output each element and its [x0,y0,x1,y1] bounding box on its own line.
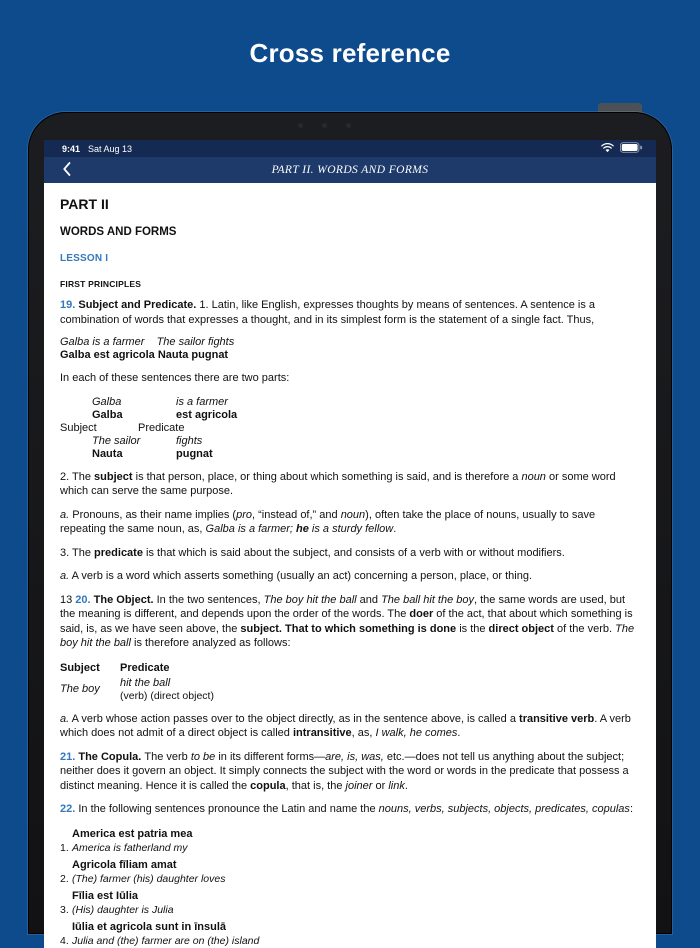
paragraph-21: 21. The Copula. The verb to be in its different forms—are, is, was, etc.—does not tell us anything about the subject; neither does it govern an object. It simply connects the subject with the word or words in the predicate that possess a distinct meaning. Hence it is called the copula, that is, the joiner or link. [60,750,632,792]
table-cell: fights [176,434,203,447]
two-parts-intro: In each of these sentences there are two parts: [60,372,290,384]
nav-title: PART II. WORDS AND FORMS [271,164,429,176]
latin-sentence: Iūlia et agricola sunt in īnsulā [72,920,227,933]
example-english-line: Galba is a farmer The sailor fights [60,336,235,348]
section-heading: WORDS AND FORMS [60,226,177,238]
table-cell-line: (verb) (direct object) [120,689,214,702]
list-item [60,890,640,917]
paragraph-20a: a. A verb whose action passes over to the object directly, as in the sentence above, is called a transitive verb. A verb which does not admit of a direct object is called intransitive, as, I walk, he comes. [60,712,634,739]
table-cell: is a farmer [176,395,228,408]
table-cell-line: hit the ball [120,676,171,689]
table-cell: Galba [92,395,122,408]
english-gloss: Julia and (the) farmer are on (the) island [72,934,260,947]
table-cell [120,677,214,703]
object-analysis-table [60,662,640,703]
paragraph-3a: a. A verb is a word which asserts something (usually an act) concerning a person, place, or thing. [60,570,533,582]
english-gloss: (The) farmer (his) daughter loves [72,872,226,885]
back-button[interactable] [54,157,79,183]
paragraph-2a: a. Pronouns, as their name implies (pro, “instead of,” and noun), often take the place of nouns, usually to save repeating the same noun, as, Galba is a farmer; he is a sturdy fellow. [60,508,599,535]
item-number: 2. [60,872,69,885]
ipad-frame [28,112,672,947]
status-date: Sat Aug 13 [88,143,133,154]
table-cell: pugnat [176,447,213,460]
item-number: 1. [60,841,69,854]
table-row [60,409,640,422]
english-gloss: (His) daughter is Julia [72,903,174,916]
latin-sentence: Fīlia est Iūlia [72,889,139,902]
table-row [60,448,640,461]
status-bar [44,140,656,157]
subsection-heading: FIRST PRINCIPLES [60,279,142,289]
status-time: 9:41 [62,143,81,154]
chevron-left-icon [62,161,71,180]
table-row [60,422,640,435]
table-row [60,677,640,703]
page-title: Cross reference [249,38,451,68]
table-cell: est agricola [176,408,238,421]
content-scroll-area[interactable] [44,183,656,948]
item-body [72,890,174,917]
table-row [60,435,640,448]
latin-sentence: Agricola fīliam amat [72,858,177,871]
table-cell: Nauta [92,447,123,460]
table-row [60,662,640,675]
table-row [60,396,640,409]
paragraph-3: 3. The predicate is that which is said about the subject, and consists of a verb with or without modifiers. [60,546,565,559]
table-cell: Galba [92,408,123,421]
table-cell: The boy [60,683,100,695]
table-header: Subject [60,661,100,674]
sentence-analysis-table [60,396,640,461]
lesson-link[interactable]: LESSON I [60,253,109,264]
item-body [72,828,192,855]
paragraph-2: 2. The subject is that person, place, or thing about which something is said, and is therefore a noun or some word which can serve the same purpose. [60,470,619,497]
part-heading: PART II [60,196,109,212]
status-left [62,144,132,154]
camera-dot [322,123,327,128]
english-gloss: America is fatherland my [72,841,188,854]
list-item [60,921,640,948]
item-number: 3. [60,903,69,916]
item-body [72,859,225,886]
table-cell: The sailor [92,434,141,447]
table-label: Predicate [138,421,185,434]
camera-dot [298,123,303,128]
list-item [60,859,640,886]
item-number: 4. [60,934,69,947]
status-right [601,142,642,155]
nav-bar [44,157,656,183]
table-header: Predicate [120,661,170,674]
screen [44,140,656,947]
item-body [72,921,259,948]
battery-icon [620,142,642,155]
paragraph-22: 22. In the following sentences pronounce the Latin and name the nouns, verbs, subjects, objects, predicates, copulas: [60,803,633,815]
latin-sentence: America est patria mea [72,827,193,840]
table-label: Subject [60,421,97,434]
camera-dot [346,123,351,128]
wifi-icon [601,143,614,155]
example-latin-line: Galba est agricola Nauta pugnat [60,349,229,361]
paragraph-19: 19. Subject and Predicate. 1. Latin, like English, expresses thoughts by means of sentences. A sentence is a combination of words that expresses a thought, and in its simplest form is the statement of a single fact. Thus, [60,299,599,326]
exercise-list [60,828,640,948]
paragraph-20: 13 20. The Object. In the two sentences, The boy hit the ball and The ball hit the boy, the same words are used, but the meaning is different, and depends upon the order of the words. The doer of the act, that about which something is said, is, as we have seen above, the subject. That to which something is done is the direct object of the verb. The boy hit the ball is therefore analyzed as follows: [60,593,638,649]
list-item [60,828,640,855]
